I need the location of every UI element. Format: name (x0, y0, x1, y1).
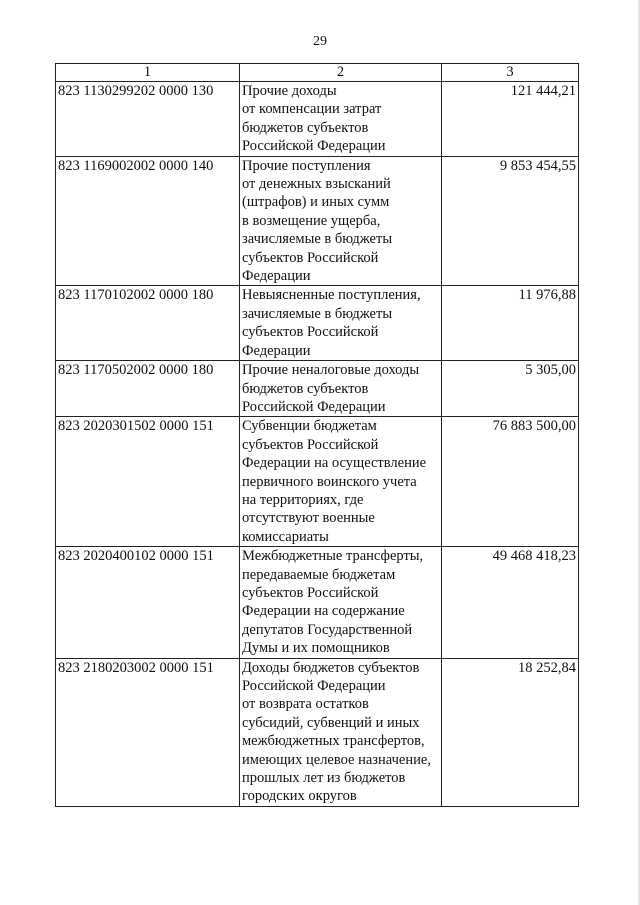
budget-code: 823 2020400102 0000 151 (56, 547, 240, 658)
amount: 9 853 454,55 (442, 156, 579, 286)
budget-code: 823 1130299202 0000 130 (56, 82, 240, 157)
column-header-description: 2 (240, 64, 442, 82)
revenue-description: Прочие неналоговые доходы бюджетов субъектов Российской Федерации (240, 361, 442, 417)
revenue-table (55, 63, 579, 807)
column-header-code: 1 (56, 64, 240, 82)
table-row (56, 286, 579, 361)
table-row (56, 156, 579, 286)
table-row (56, 361, 579, 417)
amount: 121 444,21 (442, 82, 579, 157)
revenue-description: Межбюджетные трансферты, передаваемые бюджетам субъектов Российской Федерации на содержание депутатов Государственной Думы и их помощников (240, 547, 442, 658)
amount: 18 252,84 (442, 658, 579, 806)
table-header (56, 64, 579, 82)
budget-code: 823 1170102002 0000 180 (56, 286, 240, 361)
amount: 76 883 500,00 (442, 417, 579, 547)
budget-code: 823 2020301502 0000 151 (56, 417, 240, 547)
revenue-description: Доходы бюджетов субъектов Российской Федерации от возврата остатков субсидий, субвенций и иных межбюджетных трансфертов, имеющих целевое назначение, прошлых лет из бюджетов городских округов (240, 658, 442, 806)
page-number: 29 (313, 34, 327, 49)
amount: 5 305,00 (442, 361, 579, 417)
revenue-description: Невыясненные поступления, зачисляемые в бюджеты субъектов Российской Федерации (240, 286, 442, 361)
amount: 49 468 418,23 (442, 547, 579, 658)
revenue-description: Прочие доходы от компенсации затрат бюджетов субъектов Российской Федерации (240, 82, 442, 157)
table-row (56, 417, 579, 547)
header-row (56, 64, 579, 82)
budget-code: 823 1169002002 0000 140 (56, 156, 240, 286)
table-body (56, 82, 579, 807)
table-row (56, 658, 579, 806)
revenue-description: Прочие поступления от денежных взысканий (штрафов) и иных сумм в возмещение ущерба, зачисляемые в бюджеты субъектов Российской Федерации (240, 156, 442, 286)
amount: 11 976,88 (442, 286, 579, 361)
revenue-description: Субвенции бюджетам субъектов Российской Федерации на осуществление первичного воинского учета на территориях, где отсутствуют военные комиссариаты (240, 417, 442, 547)
budget-code: 823 1170502002 0000 180 (56, 361, 240, 417)
budget-code: 823 2180203002 0000 151 (56, 658, 240, 806)
table-row (56, 82, 579, 157)
column-header-amount: 3 (442, 64, 579, 82)
table-row (56, 547, 579, 658)
